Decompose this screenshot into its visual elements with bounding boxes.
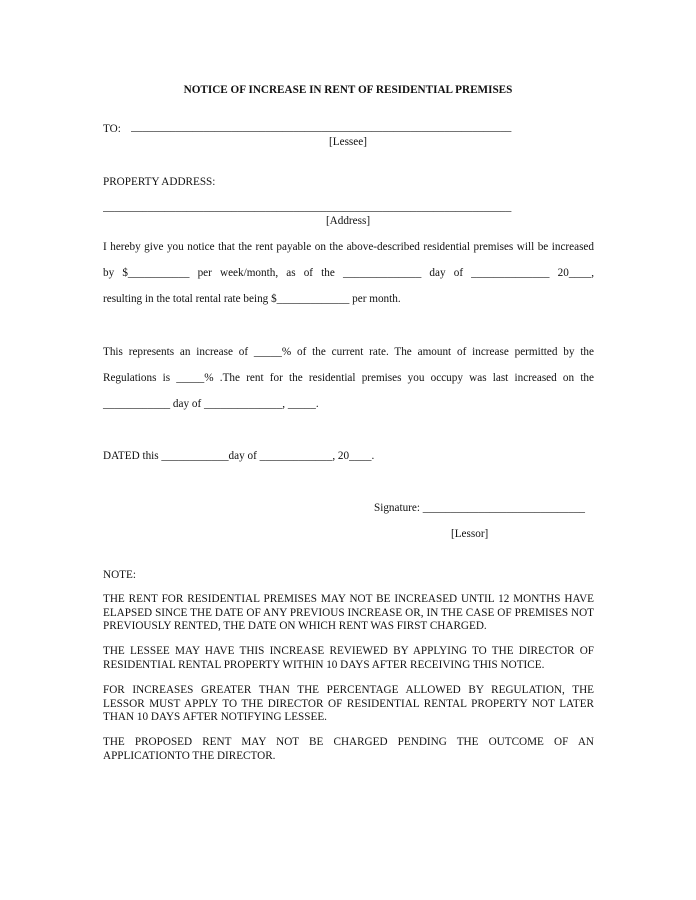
address-line: _________________________________________________________________________ <box>103 201 512 213</box>
note-item: FOR INCREASES GREATER THAN THE PERCENTAGE ALLOWED BY REGULATION, THE LESSOR MUST APPLY TO THE DIRECTOR OF RESIDENTIAL RENTAL PROPERTY NOT LATER THAN 10 DAYS AFTER NOTIFYING LESSEE. <box>103 684 594 723</box>
note-item: THE LESSEE MAY HAVE THIS INCREASE REVIEWED BY APPLYING TO THE DIRECTOR OF RESIDENTIAL RENTAL PROPERTY WITHIN 10 DAYS AFTER RECEIVING THIS NOTICE. <box>103 645 594 671</box>
increase-paragraph-line-1: This represents an increase of _____% of the current rate. The amount of increase permitted by the <box>103 346 594 358</box>
note-item: THE PROPOSED RENT MAY NOT BE CHARGED PENDING THE OUTCOME OF AN APPLICATIONTO THE DIRECTOR. <box>103 736 594 762</box>
increase-paragraph-line-3: ____________ day of ______________, _____. <box>103 398 319 410</box>
property-address-label: PROPERTY ADDRESS: <box>103 176 216 188</box>
address-label: [Address] <box>325 215 371 227</box>
increase-paragraph-line-2: Regulations is _____% .The rent for the residential premises you occupy was last increased on the <box>103 372 594 384</box>
document-title: NOTICE OF INCREASE IN RENT OF RESIDENTIAL PREMISES <box>183 84 513 96</box>
signature-line: Signature: _____________________________ <box>374 502 586 514</box>
notice-paragraph-line-2: by $___________ per week/month, as of the ______________ day of ______________ 20____, <box>103 267 594 279</box>
dated-line: DATED this ____________day of _____________, 20____. <box>103 450 375 462</box>
lessee-label: [Lessee] <box>329 136 367 148</box>
note-heading: NOTE: <box>103 569 136 581</box>
lessee-line: ____________________________________________________________________ <box>131 121 512 133</box>
lessor-label: [Lessor] <box>451 528 489 540</box>
note-item: THE RENT FOR RESIDENTIAL PREMISES MAY NOT BE INCREASED UNTIL 12 MONTHS HAVE ELAPSED SINCE THE DATE OF ANY PREVIOUS INCREASE OR, IN THE CASE OF PREMISES NOT PREVIOUSLY RENTED, THE DATE ON WHICH RENT WAS FIRST CHARGED. <box>103 593 594 632</box>
notice-paragraph-line-1: I hereby give you notice that the rent payable on the above-described residential premises will be increased <box>103 241 594 253</box>
notice-paragraph-line-3: resulting in the total rental rate being $_____________ per month. <box>103 293 401 305</box>
to-label: TO: <box>103 123 121 135</box>
